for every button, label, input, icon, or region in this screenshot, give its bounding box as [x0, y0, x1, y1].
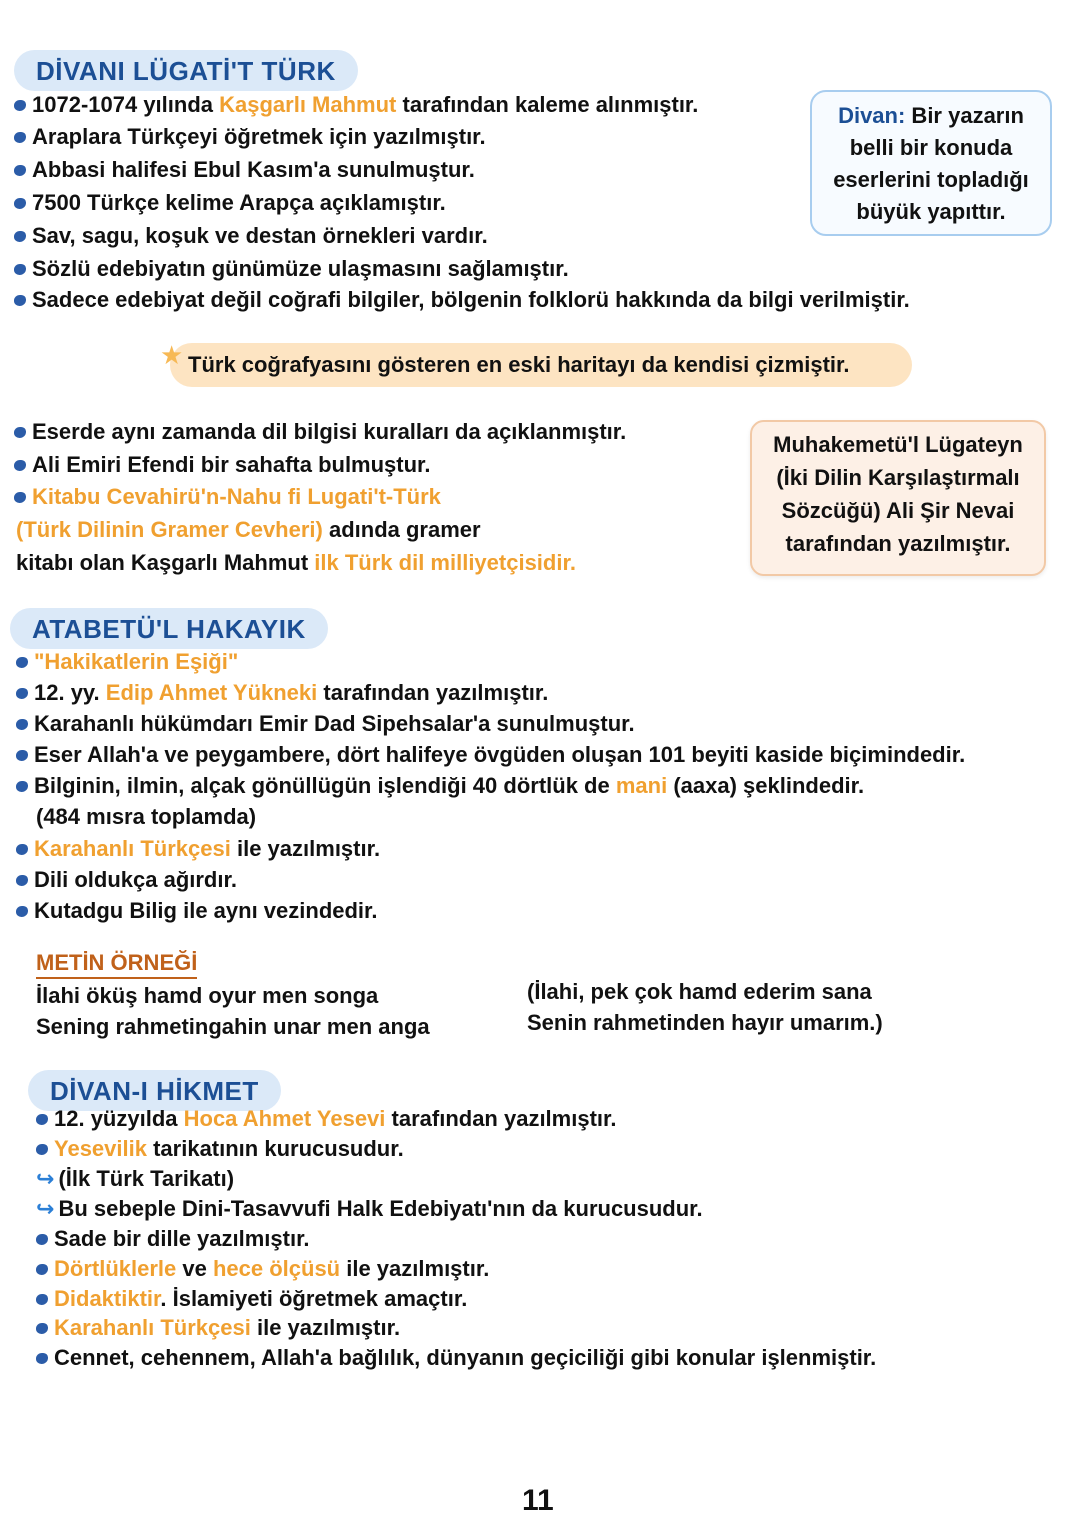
list-item: ↪ Bu sebeple Dini-Tasavvufi Halk Edebiyatı'nın da kurucusudur. [36, 1196, 703, 1221]
list-item: Sade bir dille yazılmıştır. [36, 1224, 310, 1254]
example-translation-line: Senin rahmetinden hayır umarım.) [527, 1010, 883, 1035]
list-item: Yesevilik tarikatının kurucusudur. [36, 1134, 404, 1164]
list-item: Bilginin, ilmin, alçak gönüllügün işlendiği 40 dörtlük de mani (aaxa) şeklindedir. [16, 771, 864, 801]
list-item: Eser Allah'a ve peygambere, dört halifeye övgüden oluşan 101 beyiti kaside biçimindedir. [16, 740, 965, 770]
definition-note-divan: Divan: Bir yazarın belli bir konuda eserlerini topladığı büyük yapıttır. [810, 90, 1052, 236]
star-icon: ★ [160, 340, 184, 370]
bullet-icon [16, 657, 28, 668]
bullet-icon [16, 781, 28, 792]
list-item: Cennet, cehennem, Allah'a bağlılık, dünyanın geçiciliği gibi konular işlenmiştir. [36, 1343, 876, 1373]
example-translation-line: (İlahi, pek çok hamd ederim sana [527, 979, 872, 1004]
list-item: Dili oldukça ağırdır. [16, 865, 237, 895]
list-item: 12. yüzyılda Hoca Ahmet Yesevi tarafından yazılmıştır. [36, 1104, 616, 1134]
bullet-icon [14, 460, 26, 471]
list-item: Kutadgu Bilig ile aynı vezindedir. [16, 896, 378, 926]
bullet-icon [14, 100, 26, 111]
example-subheading: METİN ÖRNEĞİ [36, 950, 197, 979]
bullet-icon [36, 1114, 48, 1125]
bullet-icon [16, 719, 28, 730]
list-item: Karahanlı hükümdarı Emir Dad Sipehsalar'a sunulmuştur. [16, 709, 635, 739]
list-item: ↪ (İlk Türk Tarikatı) [36, 1166, 235, 1191]
bullet-icon [16, 844, 28, 855]
list-item: Karahanlı Türkçesi ile yazılmıştır. [16, 834, 380, 864]
bullet-icon [14, 295, 26, 306]
example-original-line: Sening rahmetingahin unar men anga [36, 1014, 430, 1039]
bullet-icon [16, 906, 28, 917]
list-item-continuation: (Türk Dilinin Gramer Cevheri) adında gramer [16, 517, 481, 542]
bullet-icon [36, 1353, 48, 1364]
bullet-icon [14, 264, 26, 275]
list-item: Sadece edebiyat değil coğrafi bilgiler, bölgenin folklorü hakkında da bilgi verilmiştir. [14, 285, 910, 315]
bullet-icon [16, 750, 28, 761]
list-item: Ali Emiri Efendi bir sahafta bulmuştur. [14, 450, 431, 480]
bullet-icon [16, 875, 28, 886]
highlight-callout: Türk coğrafyasını gösteren en eski haritayı da kendisi çizmiştir. [170, 343, 912, 387]
bullet-icon [36, 1264, 48, 1275]
list-item: Araplara Türkçeyi öğretmek için yazılmıştır. [14, 122, 486, 152]
bullet-icon [14, 165, 26, 176]
bullet-icon [16, 688, 28, 699]
curved-arrow-icon: ↪ [36, 1166, 55, 1191]
bullet-icon [14, 427, 26, 438]
list-item: 1072-1074 yılında Kaşgarlı Mahmut tarafından kaleme alınmıştır. [14, 90, 698, 120]
list-item: Karahanlı Türkçesi ile yazılmıştır. [36, 1313, 400, 1343]
section-title-atabetul: ATABETÜ'L HAKAYIK [10, 608, 328, 649]
page-number: 11 [522, 1484, 554, 1517]
list-item-continuation: (484 mısra toplamda) [36, 804, 257, 829]
curved-arrow-icon: ↪ [36, 1196, 55, 1221]
note-muhakemetul: Muhakemetü'l Lügateyn (İki Dilin Karşılaştırmalı Sözcüğü) Ali Şir Nevai tarafından yazılmıştır. [750, 420, 1046, 576]
list-item: Dörtlüklerle ve hece ölçüsü ile yazılmıştır. [36, 1254, 489, 1284]
list-item: 7500 Türkçe kelime Arapça açıklamıştır. [14, 188, 446, 218]
section-title-divanihikmet: DİVAN-I HİKMET [28, 1070, 281, 1111]
list-item: Didaktiktir. İslamiyeti öğretmek amaçtır. [36, 1284, 467, 1314]
bullet-icon [14, 198, 26, 209]
list-item: Kitabu Cevahirü'n-Nahu fi Lugati't-Türk [14, 482, 441, 512]
bullet-icon [14, 492, 26, 503]
example-original-line: İlahi öküş hamd oyur men songa [36, 983, 379, 1008]
list-item: 12. yy. Edip Ahmet Yükneki tarafından yazılmıştır. [16, 678, 548, 708]
bullet-icon [36, 1144, 48, 1155]
bullet-icon [36, 1234, 48, 1245]
bullet-icon [36, 1294, 48, 1305]
bullet-icon [14, 231, 26, 242]
list-item: Eserde aynı zamanda dil bilgisi kuralları da açıklanmıştır. [14, 417, 626, 447]
section-title-divani: DİVANI LÜGATİ'T TÜRK [14, 50, 358, 91]
list-item: Sav, sagu, koşuk ve destan örnekleri vardır. [14, 221, 488, 251]
list-item-continuation: kitabı olan Kaşgarlı Mahmut ilk Türk dil milliyetçisidir. [16, 550, 576, 575]
list-item: Abbasi halifesi Ebul Kasım'a sunulmuştur. [14, 155, 475, 185]
list-item: "Hakikatlerin Eşiği" [16, 647, 238, 677]
bullet-icon [14, 132, 26, 143]
bullet-icon [36, 1323, 48, 1334]
list-item: Sözlü edebiyatın günümüze ulaşmasını sağlamıştır. [14, 254, 569, 284]
